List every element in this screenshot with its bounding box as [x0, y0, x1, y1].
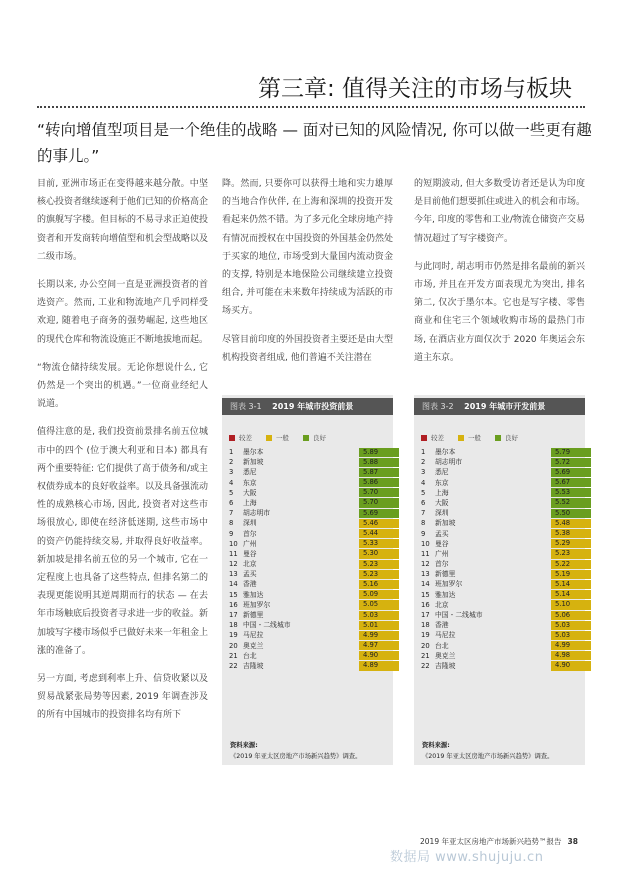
table-row [421, 478, 571, 488]
score-cell: 5.16 [359, 580, 399, 589]
table-row [229, 590, 379, 600]
rank-cell: 21 [229, 651, 238, 660]
table-row [229, 498, 379, 508]
city-cell: 胡志明市 [435, 458, 463, 467]
score-cell: 5.23 [551, 549, 591, 558]
city-cell: 上海 [243, 498, 257, 507]
rank-cell: 4 [229, 478, 234, 487]
score-cell: 4.98 [551, 651, 591, 660]
score-cell: 5.23 [359, 570, 399, 579]
table-row [229, 620, 379, 630]
score-cell: 4.89 [359, 661, 399, 670]
paragraph: 降。然而, 只要你可以获得土地和实力雄厚的当地合作伙伴, 在上海和深圳的投资开发看起来仍然不错。为了多元化全球房地产持有情况而授权在中国投资的外国基金仍然处于买家的地位, 市场受到大量国内流动资金的支撑, 特别是本地保险公司继续建立投资组合, 并可能在未来数年持续成为活跃的市场买方。 [222, 179, 394, 317]
exhibit-number: 图表 3-1 [230, 402, 262, 411]
table-title: 2019 年城市投资前景 [272, 402, 354, 411]
city-cell: 胡志明市 [243, 509, 271, 518]
city-cell: 新德里 [243, 611, 264, 619]
table-header [414, 398, 585, 415]
poor-swatch [229, 435, 235, 441]
rank-cell: 12 [229, 560, 238, 569]
legend-fair [458, 433, 481, 442]
rank-cell: 9 [229, 529, 234, 538]
city-cell: 悉尼 [435, 468, 449, 477]
rank-cell: 17 [229, 611, 238, 619]
table-row [421, 447, 571, 457]
table-row [229, 610, 379, 620]
score-cell: 5.69 [359, 509, 399, 518]
table-row [229, 630, 379, 640]
score-cell: 5.19 [551, 570, 591, 579]
city-cell: 雅加达 [243, 590, 264, 599]
score-cell: 5.22 [551, 560, 591, 569]
rank-cell: 21 [421, 651, 430, 660]
legend-label: 较差 [431, 434, 444, 442]
score-cell: 5.69 [551, 468, 591, 477]
city-cell: 台北 [243, 651, 257, 660]
rank-cell: 16 [229, 600, 238, 609]
score-cell: 5.29 [551, 539, 591, 548]
city-cell: 上海 [435, 488, 449, 497]
score-cell: 4.90 [359, 651, 399, 660]
score-cell: 5.72 [551, 458, 591, 467]
city-cell: 孟买 [435, 529, 449, 538]
city-cell: 孟买 [243, 570, 257, 579]
table-row [421, 620, 571, 630]
ranking-rows [421, 447, 571, 671]
table-row [421, 661, 571, 671]
rank-cell: 1 [421, 448, 426, 456]
legend-label: 一般 [468, 434, 481, 442]
rank-cell: 11 [229, 549, 238, 558]
body-column-1 [37, 175, 208, 735]
table-title: 2019 年城市开发前景 [464, 402, 546, 411]
table-row [229, 447, 379, 457]
city-cell: 悉尼 [243, 468, 257, 477]
table-row [229, 641, 379, 651]
poor-swatch [421, 435, 427, 441]
pull-quote: “转向增值型项目是一个绝佳的战略 — 面对已知的风险情况, 你可以做一些更有趣的事儿。” [37, 121, 592, 165]
source-note [422, 740, 553, 762]
table-header [222, 398, 393, 415]
table-row [229, 651, 379, 661]
score-cell: 5.87 [359, 468, 399, 477]
table-row [421, 651, 571, 661]
city-cell: 香港 [243, 580, 257, 589]
score-cell: 5.53 [551, 488, 591, 497]
rank-cell: 11 [421, 549, 430, 558]
city-cell: 深圳 [435, 509, 449, 518]
rank-cell: 18 [421, 621, 430, 630]
score-cell: 4.90 [551, 661, 591, 670]
rank-cell: 15 [229, 590, 238, 599]
paragraph: “物流仓储持续发展。无论你想说什么, 它仍然是一个突出的机遇。”一位商业经纪人说道。 [37, 362, 208, 410]
city-cell: 中国 - 二线城市 [435, 611, 483, 619]
score-cell: 5.01 [359, 621, 399, 630]
body-column-3 [414, 175, 585, 377]
city-cell: 新加坡 [243, 458, 264, 467]
city-cell: 广州 [435, 549, 449, 558]
legend-fair [266, 433, 289, 442]
city-cell: 班加罗尔 [243, 600, 271, 609]
rank-cell: 4 [421, 478, 426, 487]
city-cell: 东京 [243, 478, 257, 487]
city-cell: 墨尔本 [435, 448, 456, 456]
source-text: 《2019 年亚太区房地产市场新兴趋势》调查。 [230, 753, 362, 760]
score-cell: 5.48 [551, 519, 591, 528]
rank-cell: 15 [421, 590, 430, 599]
score-cell: 5.52 [551, 498, 591, 507]
city-cell: 奥克兰 [243, 641, 264, 650]
rank-cell: 14 [421, 580, 430, 589]
table-row [421, 569, 571, 579]
watermark: 数据局 www.shujuju.cn [390, 850, 544, 865]
good-swatch [495, 435, 501, 441]
city-cell: 班加罗尔 [435, 580, 463, 589]
paragraph: 目前, 亚洲市场正在变得越来越分散。中坚核心投资者继续逐利于他们已知的价格高企的旗舰写字楼。但目标的不易寻求正迫使投资者和开发商转向增值型和机会型战略以及二级市场。 [37, 179, 209, 262]
legend-poor [421, 433, 444, 442]
source-text: 《2019 年亚太区房地产市场新兴趋势》调查。 [422, 753, 554, 760]
rank-cell: 9 [421, 529, 426, 538]
table-row [229, 457, 379, 467]
table-row [229, 539, 379, 549]
table-row [229, 661, 379, 671]
score-cell: 5.03 [359, 611, 399, 620]
rank-cell: 10 [229, 539, 238, 548]
fair-swatch [266, 435, 272, 441]
rank-cell: 2 [229, 458, 234, 467]
table-row [229, 549, 379, 559]
table-row [421, 518, 571, 528]
paragraph: 长期以来, 办公空间一直是亚洲投资者的首选资产。然而, 工业和物流地产几乎同样受欢迎, 随着电子商务的强势崛起, 这些地区的现代仓库和物流设施正不断地拔地而起。 [37, 280, 209, 345]
city-cell: 曼谷 [243, 549, 257, 558]
rank-cell: 18 [229, 621, 238, 630]
table-row [229, 518, 379, 528]
score-cell: 5.03 [551, 621, 591, 630]
legend-poor [229, 433, 252, 442]
score-cell: 5.88 [359, 458, 399, 467]
legend-good [495, 433, 518, 442]
investment-prospects-table [222, 395, 393, 765]
source-note [230, 740, 361, 762]
city-cell: 新德里 [435, 570, 456, 579]
city-cell: 首尔 [435, 560, 449, 569]
paragraph: 值得注意的是, 我们投资前景排名前五位城市中的四个 (位于澳大利亚和日本) 都具有两个重要特征: 它们提供了高于债务和/或主权债券成本的良好收益率。以及具备强流动性的成熟核心市场, 因此, 投资者对这些市场很放心, 即使在经济低迷期, 这些市场中的资产仍能持续交易, 并取得良好收益率。新加坡是排名前五位的另一个城市, 它在一定程度上也具备了这些特点, 但排名第二的表现更能说明其逆周期而行的状态 — 在去年市场触底后投资者寻求进一步的收益。新加坡写字楼市场似乎已做好未来一年租金上涨的准备了。 [37, 427, 209, 656]
table-row [421, 529, 571, 539]
table-row [421, 630, 571, 640]
paragraph: 与此同时, 胡志明市仍然是排名最前的新兴市场, 并且在开发方面表现尤为突出, 排名第二, 仅次于墨尔本。它也是写字楼、零售商业和住宅三个领域收购市场的最热门市场, 在酒店业方面仅次于 2020 年奥运会东道主东京。 [414, 261, 585, 363]
city-cell: 首尔 [243, 529, 257, 538]
rank-cell: 8 [229, 519, 234, 528]
table-row [421, 508, 571, 518]
rank-cell: 2 [421, 458, 426, 467]
rank-cell: 22 [421, 661, 430, 670]
city-cell: 中国 - 二线城市 [243, 621, 291, 630]
legend [229, 433, 326, 442]
score-cell: 5.10 [551, 600, 591, 609]
source-label: 资料来源: [230, 742, 258, 749]
score-cell: 5.09 [359, 590, 399, 599]
city-cell: 墨尔本 [243, 448, 264, 456]
table-row [229, 467, 379, 477]
city-cell: 北京 [243, 560, 257, 569]
legend-label: 良好 [313, 434, 326, 442]
city-cell: 奥克兰 [435, 651, 456, 660]
score-cell: 4.97 [359, 641, 399, 650]
table-row [421, 579, 571, 589]
score-cell: 5.70 [359, 498, 399, 507]
score-cell: 5.70 [359, 488, 399, 497]
city-cell: 吉隆坡 [243, 661, 264, 670]
legend-label: 良好 [505, 434, 518, 442]
score-cell: 5.86 [359, 478, 399, 487]
city-cell: 吉隆坡 [435, 661, 456, 670]
score-cell: 4.99 [359, 631, 399, 640]
city-cell: 大阪 [243, 488, 257, 497]
title-divider [37, 106, 585, 108]
city-cell: 香港 [435, 621, 449, 630]
page-number: 38 [567, 837, 578, 846]
rank-cell: 3 [421, 468, 426, 477]
rank-cell: 20 [421, 641, 430, 650]
city-cell: 马尼拉 [435, 631, 456, 640]
table-row [421, 539, 571, 549]
table-row [229, 529, 379, 539]
rank-cell: 13 [421, 570, 430, 579]
score-cell: 5.44 [359, 529, 399, 538]
legend [421, 433, 518, 442]
legend-good [303, 433, 326, 442]
table-row [421, 559, 571, 569]
legend-label: 一般 [276, 434, 289, 442]
table-row [421, 549, 571, 559]
score-cell: 5.33 [359, 539, 399, 548]
score-cell: 5.79 [551, 448, 591, 457]
rank-cell: 3 [229, 468, 234, 477]
city-cell: 深圳 [243, 519, 257, 528]
city-cell: 雅加达 [435, 590, 456, 599]
source-label: 资料来源: [422, 742, 450, 749]
city-cell: 东京 [435, 478, 449, 487]
table-row [421, 457, 571, 467]
score-cell: 5.03 [551, 631, 591, 640]
score-cell: 5.46 [359, 519, 399, 528]
city-cell: 新加坡 [435, 519, 456, 528]
rank-cell: 5 [421, 488, 426, 497]
rank-cell: 12 [421, 560, 430, 569]
score-cell: 5.38 [551, 529, 591, 538]
rank-cell: 7 [229, 509, 234, 518]
rank-cell: 20 [229, 641, 238, 650]
rank-cell: 7 [421, 509, 426, 518]
exhibit-number: 图表 3-2 [422, 402, 454, 411]
rank-cell: 19 [229, 631, 238, 640]
score-cell: 5.14 [551, 590, 591, 599]
city-cell: 北京 [435, 600, 449, 609]
table-row [229, 559, 379, 569]
rank-cell: 16 [421, 600, 430, 609]
paragraph: 另一方面, 考虑到利率上升、信贷收紧以及贸易战紧张局势等因素, 2019 年调查涉及的所有中国城市的投资排名均有所下 [37, 674, 208, 721]
paragraph: 尽管目前印度的外国投资者主要还是由大型机构投资者组成, 他们普遍不关注潜在 [222, 334, 394, 363]
rank-cell: 6 [421, 498, 426, 507]
table-row [229, 600, 379, 610]
rank-cell: 10 [421, 539, 430, 548]
table-row [421, 498, 571, 508]
table-row [229, 579, 379, 589]
table-row [229, 488, 379, 498]
body-column-2 [222, 175, 393, 377]
report-title: 2019 年亚太区房地产市场新兴趋势™报告 [420, 837, 562, 846]
table-row [421, 488, 571, 498]
city-cell: 广州 [243, 539, 257, 548]
table-row [421, 590, 571, 600]
table-row [229, 478, 379, 488]
city-cell: 马尼拉 [243, 631, 264, 640]
table-row [229, 508, 379, 518]
table-row [421, 641, 571, 651]
score-cell: 4.99 [551, 641, 591, 650]
rank-cell: 6 [229, 498, 234, 507]
rank-cell: 14 [229, 580, 238, 589]
city-cell: 曼谷 [435, 539, 449, 548]
development-prospects-table [414, 395, 585, 765]
rank-cell: 19 [421, 631, 430, 640]
city-cell: 台北 [435, 641, 449, 650]
table-row [421, 467, 571, 477]
rank-cell: 8 [421, 519, 426, 528]
chapter-title: 第三章: 值得关注的市场与板块 [258, 76, 573, 102]
score-cell: 5.30 [359, 549, 399, 558]
score-cell: 5.67 [551, 478, 591, 487]
score-cell: 5.23 [359, 560, 399, 569]
rank-cell: 17 [421, 611, 430, 619]
score-cell: 5.06 [551, 611, 591, 620]
score-cell: 5.89 [359, 448, 399, 457]
score-cell: 5.14 [551, 580, 591, 589]
table-row [229, 569, 379, 579]
paragraph: 的短期波动, 但大多数受访者还是认为印度是目前他们想要抓住或进入的机会和市场。今年, 印度的零售和工业/物流仓储资产交易情况超过了写字楼资产。 [414, 179, 586, 244]
table-row [421, 600, 571, 610]
rank-cell: 5 [229, 488, 234, 497]
good-swatch [303, 435, 309, 441]
rank-cell: 22 [229, 661, 238, 670]
score-cell: 5.50 [551, 509, 591, 518]
score-cell: 5.05 [359, 600, 399, 609]
fair-swatch [458, 435, 464, 441]
rank-cell: 1 [229, 448, 234, 456]
city-cell: 大阪 [435, 498, 449, 507]
table-row [421, 610, 571, 620]
rank-cell: 13 [229, 570, 238, 579]
ranking-rows [229, 447, 379, 671]
legend-label: 较差 [239, 434, 252, 442]
